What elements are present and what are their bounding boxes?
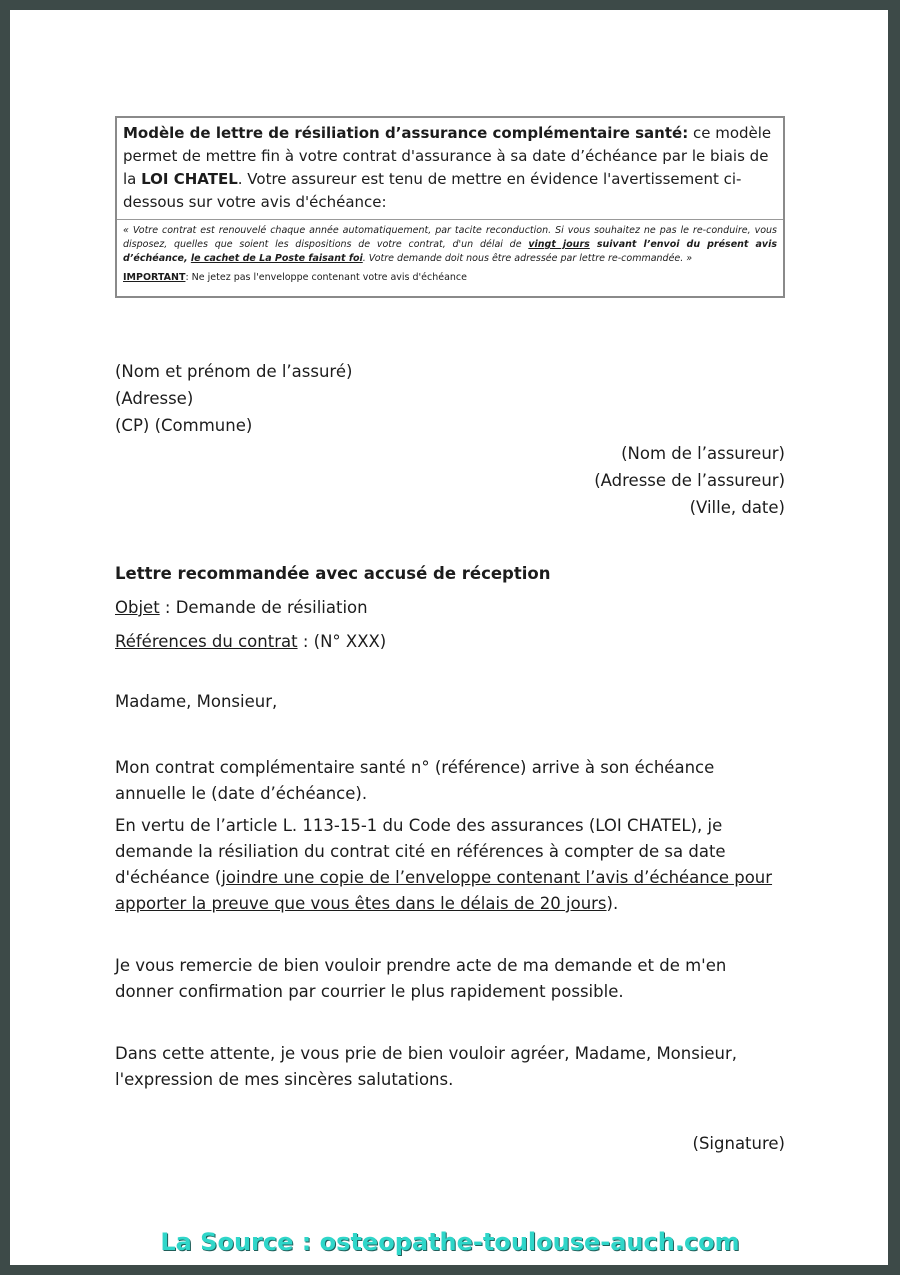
signature-placeholder: (Signature) xyxy=(692,1134,785,1153)
quote-text: . Votre demande doit nous être adressée par lettre re-commandée. » xyxy=(362,253,693,264)
sender-name: (Nom et prénom de l’assuré) xyxy=(115,362,353,381)
paragraph-closing: Dans cette attente, je vous prie de bien vouloir agréer, Madame, Monsieur, l'expression de mes sincères salutations. xyxy=(115,1044,738,1089)
paragraph-termination xyxy=(115,813,785,917)
quote-suivant: suivant l’envoi du présent avis d’échéance, xyxy=(123,239,778,264)
notice-quote xyxy=(123,224,777,266)
quote-vingt-jours: vingt jours xyxy=(528,239,590,250)
important-text: : Ne jetez pas l'enveloppe contenant votre avis d'échéance xyxy=(185,272,467,283)
subject-value: : Demande de résiliation xyxy=(159,598,368,617)
notice-divider xyxy=(117,219,783,220)
letter-page xyxy=(10,10,888,1265)
sender-city: (CP) (Commune) xyxy=(115,416,253,435)
salutation: Madame, Monsieur, xyxy=(115,692,278,711)
source-watermark: La Source : osteopathe-toulouse-auch.com xyxy=(160,1228,740,1256)
loi-chatel: LOI CHATEL xyxy=(141,170,238,188)
sender-address: (Adresse) xyxy=(115,389,194,408)
reference-label: Références du contrat xyxy=(115,632,298,651)
paragraph-contract: Mon contrat complémentaire santé n° (référence) arrive à son échéance annuelle le (date d’échéance). xyxy=(115,758,715,803)
notice-important xyxy=(123,271,777,285)
notice-title: Modèle de lettre de résiliation d’assurance complémentaire santé: xyxy=(123,124,689,142)
quote-cachet: le cachet de La Poste faisant foi xyxy=(190,253,363,264)
notice-intro xyxy=(123,122,777,214)
registered-mail-heading: Lettre recommandée avec accusé de réception xyxy=(115,564,551,583)
termination-text-end: ). xyxy=(606,894,619,913)
notice-text: . Votre assureur est tenu de mettre en évidence l'avertissement ci-dessous sur votre avis d'échéance: xyxy=(123,170,742,211)
paragraph-confirmation: Je vous remercie de bien vouloir prendre acte de ma demande et de m'en donner confirmation par courrier le plus rapidement possible. xyxy=(115,956,727,1001)
termination-text: En vertu de l’article L. 113-15-1 du Code des assurances (LOI CHATEL), je demande la résiliation du contrat cité en références à compter de sa date d'échéance ( xyxy=(115,816,726,887)
subject-line xyxy=(115,594,368,621)
subject-label: Objet xyxy=(115,598,160,617)
termination-instruction: joindre une copie de l’enveloppe contenant l’avis d’échéance pour apporter la preuve que vous êtes dans le délais de 20 jours xyxy=(115,868,773,913)
reference-value: : (N° XXX) xyxy=(297,632,387,651)
contract-reference-line xyxy=(115,628,386,655)
recipient-name: (Nom de l’assureur) xyxy=(621,444,785,463)
important-label: IMPORTANT xyxy=(123,272,186,283)
quote-text: « Votre contrat est renouvelé chaque année automatiquement, par tacite reconduction. Si vous souhaitez ne pas le re-conduire, vous disposez, quelles que soient les dispositions de votre contrat, d'un délai de xyxy=(123,225,777,250)
notice-text: ce modèle permet de mettre fin à votre contrat d'assurance à sa date d’échéance par le biais de la xyxy=(123,124,772,188)
place-date: (Ville, date) xyxy=(689,498,785,517)
recipient-address: (Adresse de l’assureur) xyxy=(594,471,785,490)
template-notice-box xyxy=(115,116,785,298)
